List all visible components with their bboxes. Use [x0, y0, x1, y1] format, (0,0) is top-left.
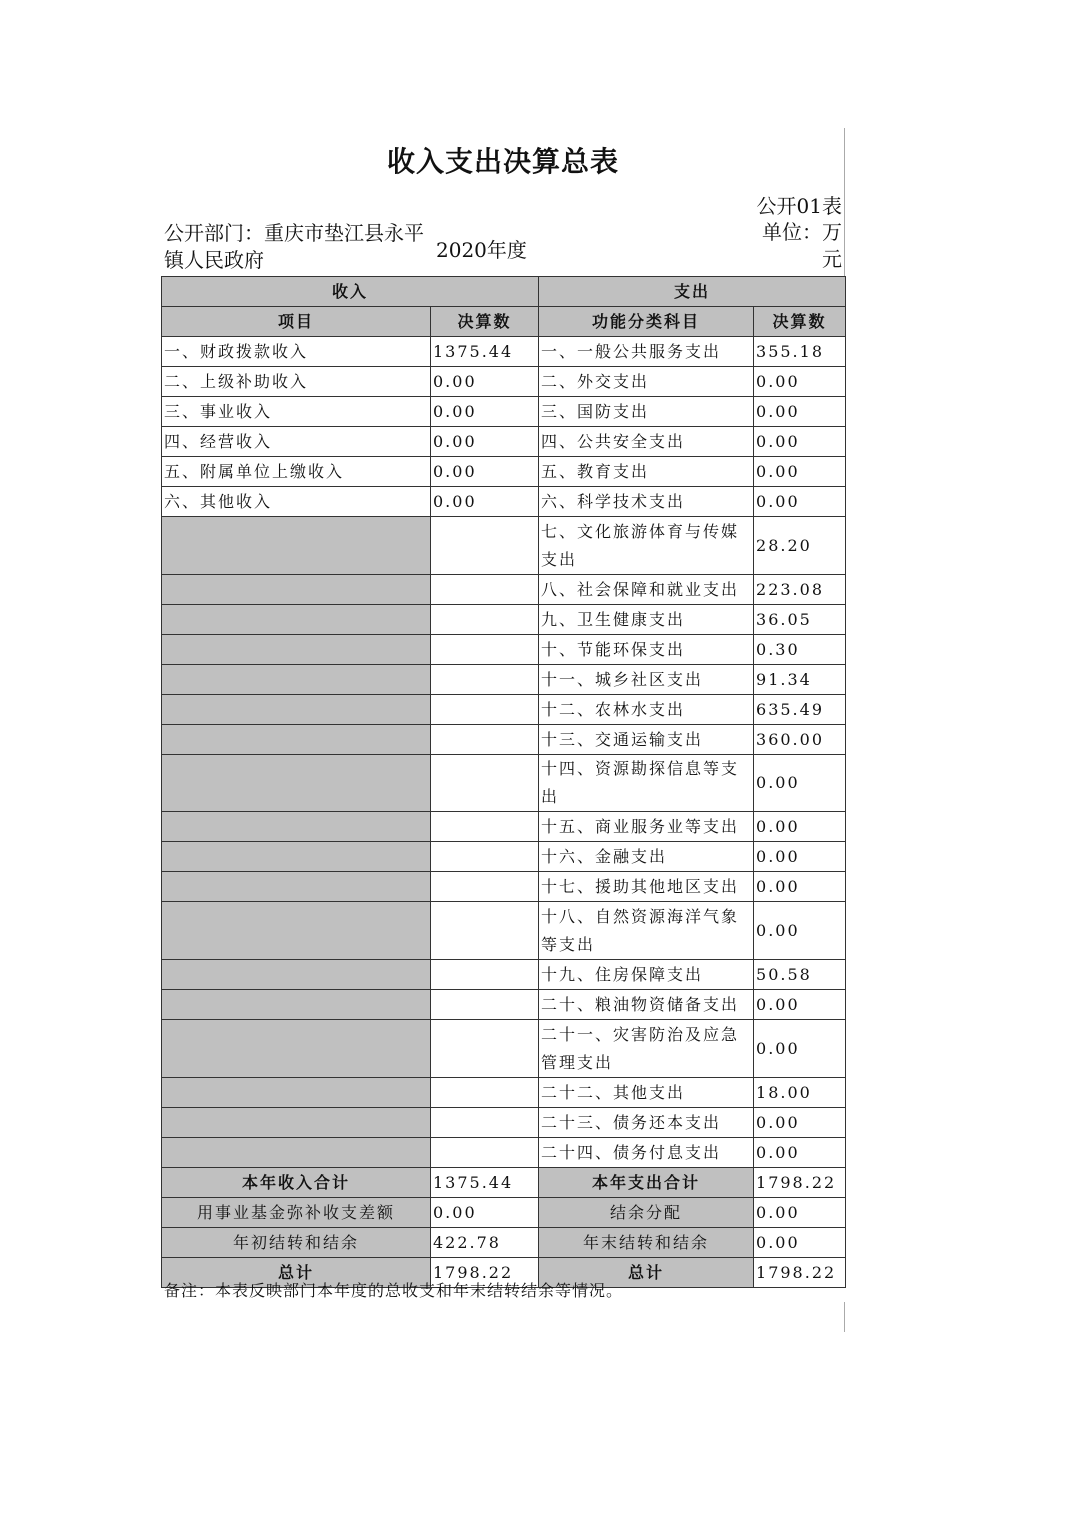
total-row	[162, 1168, 846, 1198]
expense-item-value: 223.08	[754, 575, 846, 605]
expense-item-label: 十三、交通运输支出	[539, 725, 754, 755]
expense-item-label: 二十、粮油物资储备支出	[539, 990, 754, 1020]
expense-item-label: 四、公共安全支出	[539, 427, 754, 457]
empty-income-value-cell	[431, 842, 539, 872]
grand-total-label-right: 总计	[539, 1258, 754, 1288]
expense-section-header: 支出	[539, 277, 846, 307]
table-row	[162, 487, 846, 517]
empty-income-cell	[162, 812, 431, 842]
fund-value: 0.00	[431, 1198, 539, 1228]
empty-income-cell	[162, 960, 431, 990]
income-item-value: 1375.44	[431, 337, 539, 367]
expense-item-value: 0.00	[754, 902, 846, 960]
empty-income-cell	[162, 1138, 431, 1168]
expense-item-value: 50.58	[754, 960, 846, 990]
table-row	[162, 1020, 846, 1078]
empty-income-value-cell	[431, 1020, 539, 1078]
expense-item-value: 0.00	[754, 872, 846, 902]
empty-income-cell	[162, 755, 431, 812]
empty-income-value-cell	[431, 665, 539, 695]
empty-income-value-cell	[431, 960, 539, 990]
table-row	[162, 872, 846, 902]
expense-item-value: 360.00	[754, 725, 846, 755]
expense-item-value: 0.00	[754, 842, 846, 872]
income-item-label: 一、财政拨款收入	[162, 337, 431, 367]
expense-item-value: 0.00	[754, 1108, 846, 1138]
fund-label: 用事业基金弥补收支差额	[162, 1198, 431, 1228]
table-row	[162, 427, 846, 457]
empty-income-value-cell	[431, 695, 539, 725]
func-subject-column-header: 功能分类科目	[539, 307, 754, 337]
item-column-header: 项目	[162, 307, 431, 337]
grand-total-label-left: 总计	[162, 1258, 431, 1288]
empty-income-value-cell	[431, 1138, 539, 1168]
unit-label: 单位：万元	[762, 220, 842, 271]
income-total-value: 1375.44	[431, 1168, 539, 1198]
expense-item-value: 18.00	[754, 1078, 846, 1108]
empty-income-cell	[162, 902, 431, 960]
table-row	[162, 337, 846, 367]
expense-item-value: 28.20	[754, 517, 846, 575]
empty-income-value-cell	[431, 725, 539, 755]
expense-item-label: 二、外交支出	[539, 367, 754, 397]
empty-income-cell	[162, 517, 431, 575]
expense-item-label: 十、节能环保支出	[539, 635, 754, 665]
table-row	[162, 842, 846, 872]
table-row	[162, 812, 846, 842]
expense-item-value: 0.00	[754, 487, 846, 517]
carryover-row	[162, 1228, 846, 1258]
table-row	[162, 1078, 846, 1108]
grand-total-value-left: 1798.22	[431, 1258, 539, 1288]
expense-item-label: 十八、自然资源海洋气象等支出	[539, 902, 754, 960]
empty-income-cell	[162, 605, 431, 635]
department-label: 公开部门：重庆市垫江县永平镇人民政府	[164, 221, 424, 272]
table-row	[162, 605, 846, 635]
income-item-label: 三、事业收入	[162, 397, 431, 427]
empty-income-value-cell	[431, 902, 539, 960]
fund-row	[162, 1198, 846, 1228]
income-item-label: 二、上级补助收入	[162, 367, 431, 397]
expense-total-value: 1798.22	[754, 1168, 846, 1198]
expense-item-value: 36.05	[754, 605, 846, 635]
income-item-label: 六、其他收入	[162, 487, 431, 517]
budget-table-body	[162, 277, 846, 1168]
expense-item-label: 十五、商业服务业等支出	[539, 812, 754, 842]
expense-item-label: 三、国防支出	[539, 397, 754, 427]
expense-item-label: 九、卫生健康支出	[539, 605, 754, 635]
expense-item-label: 二十三、债务还本支出	[539, 1108, 754, 1138]
expense-item-label: 十二、农林水支出	[539, 695, 754, 725]
expense-item-value: 635.49	[754, 695, 846, 725]
empty-income-cell	[162, 872, 431, 902]
table-row	[162, 960, 846, 990]
table-row	[162, 635, 846, 665]
income-item-value: 0.00	[431, 367, 539, 397]
table-row	[162, 990, 846, 1020]
expense-item-value: 0.00	[754, 755, 846, 812]
income-item-value: 0.00	[431, 427, 539, 457]
expense-item-label: 十四、资源勘探信息等支出	[539, 755, 754, 812]
begin-balance-value: 422.78	[431, 1228, 539, 1258]
table-row	[162, 457, 846, 487]
footnote: 备注：本表反映部门本年度的总收支和年末结转结余等情况。	[164, 1281, 624, 1300]
expense-item-label: 五、教育支出	[539, 457, 754, 487]
income-total-label: 本年收入合计	[162, 1168, 431, 1198]
budget-table	[161, 276, 846, 1288]
expense-item-label: 一、一般公共服务支出	[539, 337, 754, 367]
table-row	[162, 1138, 846, 1168]
end-balance-label: 年末结转和结余	[539, 1228, 754, 1258]
income-section-header: 收入	[162, 277, 539, 307]
empty-income-cell	[162, 695, 431, 725]
grand-total-value-right: 1798.22	[754, 1258, 846, 1288]
empty-income-value-cell	[431, 517, 539, 575]
empty-income-value-cell	[431, 812, 539, 842]
empty-income-cell	[162, 575, 431, 605]
surplus-label: 结余分配	[539, 1198, 754, 1228]
expense-item-value: 0.00	[754, 457, 846, 487]
expense-item-value: 355.18	[754, 337, 846, 367]
table-row	[162, 665, 846, 695]
table-row	[162, 1108, 846, 1138]
empty-income-cell	[162, 990, 431, 1020]
amount-column-header: 决算数	[431, 307, 539, 337]
surplus-value: 0.00	[754, 1198, 846, 1228]
income-item-label: 四、经营收入	[162, 427, 431, 457]
expense-item-value: 91.34	[754, 665, 846, 695]
empty-income-value-cell	[431, 575, 539, 605]
amount2-column-header: 决算数	[754, 307, 846, 337]
table-row	[162, 575, 846, 605]
empty-income-value-cell	[431, 1108, 539, 1138]
begin-balance-label: 年初结转和结余	[162, 1228, 431, 1258]
expense-total-label: 本年支出合计	[539, 1168, 754, 1198]
empty-income-cell	[162, 635, 431, 665]
right-border-line-lower	[844, 1302, 845, 1332]
expense-item-value: 0.00	[754, 397, 846, 427]
empty-income-cell	[162, 842, 431, 872]
expense-item-label: 十六、金融支出	[539, 842, 754, 872]
table-row	[162, 397, 846, 427]
expense-item-label: 八、社会保障和就业支出	[539, 575, 754, 605]
table-row	[162, 367, 846, 397]
empty-income-cell	[162, 1078, 431, 1108]
expense-item-value: 0.00	[754, 427, 846, 457]
page-title: 收入支出决算总表	[386, 145, 619, 178]
end-balance-value: 0.00	[754, 1228, 846, 1258]
empty-income-value-cell	[431, 635, 539, 665]
expense-item-label: 二十一、灾害防治及应急管理支出	[539, 1020, 754, 1078]
expense-item-value: 0.00	[754, 1020, 846, 1078]
expense-item-value: 0.00	[754, 990, 846, 1020]
empty-income-value-cell	[431, 755, 539, 812]
expense-item-label: 十九、住房保障支出	[539, 960, 754, 990]
expense-item-label: 十一、城乡社区支出	[539, 665, 754, 695]
expense-item-label: 七、文化旅游体育与传媒支出	[539, 517, 754, 575]
income-item-value: 0.00	[431, 457, 539, 487]
summary-rows	[162, 1168, 846, 1288]
empty-income-value-cell	[431, 990, 539, 1020]
fiscal-year: 2020年度	[436, 238, 527, 262]
empty-income-cell	[162, 725, 431, 755]
table-row	[162, 902, 846, 960]
expense-item-value: 0.30	[754, 635, 846, 665]
empty-income-value-cell	[431, 872, 539, 902]
expense-item-label: 二十四、债务付息支出	[539, 1138, 754, 1168]
table-row	[162, 695, 846, 725]
income-item-label: 五、附属单位上缴收入	[162, 457, 431, 487]
expense-item-label: 六、科学技术支出	[539, 487, 754, 517]
table-row	[162, 755, 846, 812]
empty-income-cell	[162, 1108, 431, 1138]
table-row	[162, 517, 846, 575]
expense-item-value: 0.00	[754, 1138, 846, 1168]
empty-income-value-cell	[431, 605, 539, 635]
empty-income-cell	[162, 665, 431, 695]
income-item-value: 0.00	[431, 397, 539, 427]
table-row	[162, 725, 846, 755]
expense-item-label: 二十二、其他支出	[539, 1078, 754, 1108]
column-header-row	[162, 307, 846, 337]
form-code: 公开01表	[756, 194, 842, 218]
expense-item-value: 0.00	[754, 812, 846, 842]
empty-income-cell	[162, 1020, 431, 1078]
right-border-line	[844, 128, 845, 276]
expense-item-value: 0.00	[754, 367, 846, 397]
section-header-row	[162, 277, 846, 307]
expense-item-label: 十七、援助其他地区支出	[539, 872, 754, 902]
empty-income-value-cell	[431, 1078, 539, 1108]
income-item-value: 0.00	[431, 487, 539, 517]
